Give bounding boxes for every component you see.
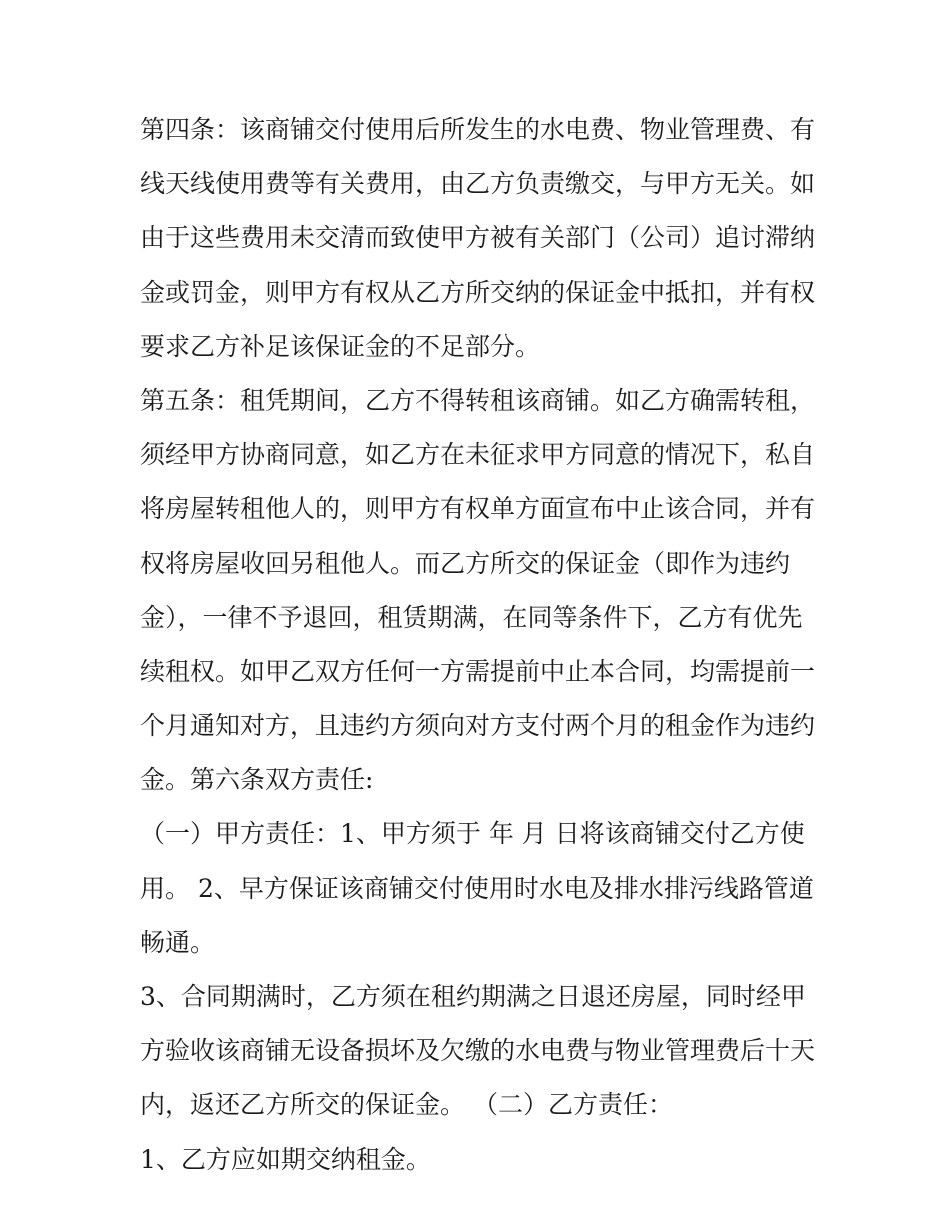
text-line: 金或罚金，则甲方有权从乙方所交纳的保证金中抵扣，并有权 (140, 277, 816, 307)
text-line: 要求乙方补足该保证金的不足部分。 (140, 331, 541, 361)
text-line: 内，返还乙方所交的保证金。 （二）乙方责任： (140, 1090, 673, 1120)
text-line: 方验收该商铺无设备损坏及欠缴的水电费与物业管理费后十天 (140, 1036, 816, 1066)
text-line: 权将房屋收回另租他人。而乙方所交的保证金（即作为违约 (140, 548, 791, 578)
text-line: （一）甲方责任：1、甲方须于 年 月 日将该商铺交付乙方使 (140, 819, 805, 849)
text-line: 线天线使用费等有关费用，由乙方负责缴交，与甲方无关。如 (140, 169, 816, 199)
text-line: 第四条：该商铺交付使用后所发生的水电费、物业管理费、有 (140, 115, 816, 144)
text-line: 用。 2、早方保证该商铺交付使用时水电及排水排污线路管道 (140, 873, 814, 903)
text-line: 由于这些费用未交清而致使甲方被有关部门（公司）追讨滞纳 (140, 223, 816, 253)
text-line: 将房屋转租他人的，则甲方有权单方面宣布中止该合同，并有 (140, 494, 816, 524)
document-body (140, 103, 816, 1187)
text-line: 须经甲方协商同意，如乙方在未征求甲方同意的情况下，私自 (140, 440, 816, 470)
text-line: 个月通知对方，且违约方须向对方支付两个月的租金作为违约 (140, 711, 816, 741)
text-line: 金。第六条双方责任: (140, 765, 374, 795)
text-line: 3、合同期满时，乙方须在租约期满之日退还房屋，同时经甲 (140, 982, 806, 1011)
text-line: 畅通。 (140, 927, 216, 957)
text-line: 金），一律不予退回，租赁期满，在同等条件下，乙方有优先 (140, 602, 803, 632)
text-line: 续租权。如甲乙双方任何一方需提前中止本合同，均需提前一 (140, 656, 816, 686)
text-line: 第五条：租凭期间，乙方不得转租该商铺。如乙方确需转租， (140, 385, 816, 415)
text-line: 1、乙方应如期交纳租金。 (140, 1144, 431, 1174)
